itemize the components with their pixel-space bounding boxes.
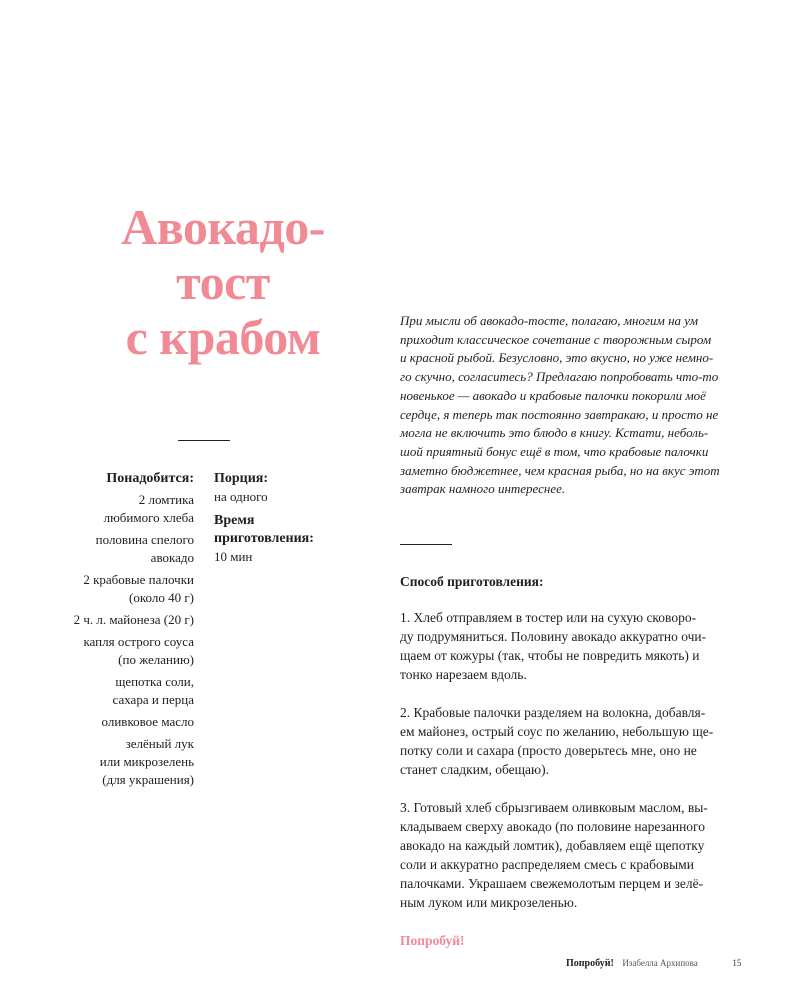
intro-line: и красной рыбой. Безусловно, это вкусно, но уже немно- [400, 350, 714, 366]
ingredient-item [60, 491, 194, 527]
portion-value: на одного [214, 489, 268, 504]
ingredient-item [60, 673, 194, 709]
intro-paragraph [400, 312, 740, 499]
ingredient-line: оливковое масло [101, 714, 194, 729]
ingredient-line: (для украшения) [102, 772, 194, 787]
method-section [400, 572, 740, 950]
intro-line: могла не включить это блюдо в книгу. Кстати, неболь- [400, 425, 709, 441]
ingredient-line: зелёный лук [125, 736, 194, 751]
ingredient-line: 2 ч. л. майонеза (20 г) [73, 612, 194, 627]
intro-line: завтрак намного интереснее. [400, 481, 566, 497]
ingredient-line: 2 крабовые палочки [83, 572, 194, 587]
step-line: кладываем сверху авокадо (по половине нарезанного [400, 819, 705, 834]
divider-right [400, 544, 452, 545]
ingredient-item [60, 735, 194, 789]
intro-line: приходит классическое сочетание с творожным сыром [400, 331, 712, 347]
title-line: Авокадо- [121, 199, 325, 255]
method-step [400, 608, 740, 684]
step-line: тонко нарезаем вдоль. [400, 667, 527, 682]
step-line: щаем от кожуры (так, чтобы не повредить мякоть) и [400, 648, 700, 663]
step-line: ем майонез, острый соус по желанию, небольшую ще- [400, 724, 714, 739]
ingredient-line: или микрозелень [99, 754, 194, 769]
step-line: ным луком или микрозеленью. [400, 895, 578, 910]
ingredients-list [60, 470, 194, 793]
ingredient-item [60, 713, 194, 731]
step-line: станет сладким, обещаю). [400, 762, 549, 777]
intro-line: го скучно, согласитесь? Предлагаю попробовать что-то [400, 369, 719, 385]
ingredient-line: (по желанию) [118, 652, 194, 667]
step-line: авокадо на каждый ломтик), добавляем ещё щепотку [400, 838, 705, 853]
intro-line: новенькое — авокадо и крабовые палочки покорили моё [400, 387, 706, 403]
page-number: 15 [732, 958, 742, 968]
title-line: тост [176, 254, 270, 310]
ingredient-line: половина спелого [95, 532, 194, 547]
ingredient-line: 2 ломтика [138, 492, 194, 507]
intro-line: шой приятный бонус ещё в том, что крабовые палочки [400, 443, 709, 459]
step-line: 1. Хлеб отправляем в тостер или на сухую сковоро- [400, 610, 697, 625]
method-heading: Способ приготовления: [400, 574, 544, 589]
time-value: 10 мин [214, 549, 253, 564]
step-line: ду подрумяниться. Половину авокадо аккуратно очи- [400, 629, 707, 644]
page-footer [566, 958, 741, 969]
footer-brand: Попробуй! [566, 958, 614, 969]
ingredient-line: капля острого соуса [83, 634, 194, 649]
ingredient-line: сахара и перца [112, 692, 194, 707]
step-line: потку соли и сахара (просто доверьтесь мне, оно не [400, 743, 697, 758]
ingredient-item [60, 531, 194, 567]
try-it-label: Попробуй! [400, 933, 465, 948]
ingredient-item [60, 633, 194, 669]
time-label-cont: приготовления: [214, 531, 314, 546]
ingredients-heading: Понадобится: [106, 471, 194, 486]
recipe-title [96, 200, 350, 365]
step-line: палочками. Украшаем свежемолотым перцем и зелё- [400, 876, 704, 891]
step-line: соли и аккуратно распределяем смесь с крабовыми [400, 857, 694, 872]
ingredient-item [60, 611, 194, 629]
ingredient-line: любимого хлеба [103, 510, 194, 525]
time-label: Время [214, 513, 255, 528]
portion-label: Порция: [214, 471, 269, 486]
intro-line: заметно бюджетнее, чем красная рыба, но на вкус этот [400, 462, 720, 478]
step-line: 2. Крабовые палочки разделяем на волокна, добавля- [400, 705, 706, 720]
ingredient-line: (около 40 г) [129, 590, 194, 605]
method-step [400, 798, 740, 912]
method-step [400, 703, 740, 779]
intro-line: сердце, я теперь так постоянно завтракаю, и просто не [400, 406, 719, 422]
divider-left [178, 440, 230, 441]
title-line: с крабом [125, 309, 321, 365]
step-line: 3. Готовый хлеб сбрызгиваем оливковым маслом, вы- [400, 800, 708, 815]
intro-line: При мысли об авокадо-тосте, полагаю, многим на ум [400, 313, 699, 328]
ingredient-item [60, 571, 194, 607]
footer-author: Изабелла Архипова [622, 958, 698, 968]
recipe-meta [214, 470, 344, 572]
ingredient-line: авокадо [150, 550, 194, 565]
ingredient-line: щепотка соли, [115, 674, 194, 689]
